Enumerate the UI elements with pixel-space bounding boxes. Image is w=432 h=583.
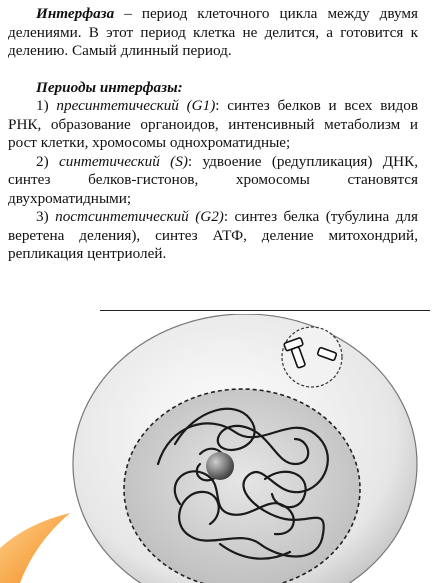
period-item-s: 2) синтетический (S): удвоение (редупликация) ДНК, синтез белков-гистонов, хромосомы становятся двухроматидными; [8, 152, 419, 207]
period-name-g1: пресинтетический (G1) [56, 97, 216, 114]
periods-heading: Периоды интерфазы: [36, 78, 183, 96]
intro-term: Интерфаза [36, 5, 115, 22]
intro-text: – период клеточного цикла между двумя делениями. В этот период клетка не делится, а готовится к делению. Самый длинный период. [8, 5, 418, 59]
period-text-g2: : синтез белка (тубулина для веретена деления), синтез АТФ, деление митохондрий, репликация центриолей. [8, 208, 418, 262]
text-block [8, 5, 418, 264]
nucleolus [206, 452, 234, 480]
period-name-g2: постсинтетический (G2) [55, 208, 224, 225]
cell-interphase-illustration [60, 314, 420, 583]
period-text-g1: : синтез белков и всех видов РНК, образование органоидов, интенсивный метаболизм и рост клетки, хромосомы однохроматидные; [8, 97, 419, 151]
period-item-g2: 3) постсинтетический (G2): синтез белка (тубулина для веретена деления), синтез АТФ, деление митохондрий, репликация центриолей. [8, 208, 418, 262]
intro-paragraph [8, 5, 418, 61]
period-item-g1: 1) пресинтетический (G1): синтез белков и всех видов РНК, образование органоидов, интенсивный метаболизм и рост клетки, хромосомы однохроматидные; [8, 97, 419, 151]
centrosome [282, 327, 342, 387]
divider-line [100, 310, 430, 311]
period-text-s: : удвоение (редупликация) ДНК, синтез белков-гистонов, хромосомы становятся двухроматидными; [8, 152, 419, 207]
nucleus [124, 389, 360, 583]
period-name-s: синтетический (S) [59, 152, 188, 170]
